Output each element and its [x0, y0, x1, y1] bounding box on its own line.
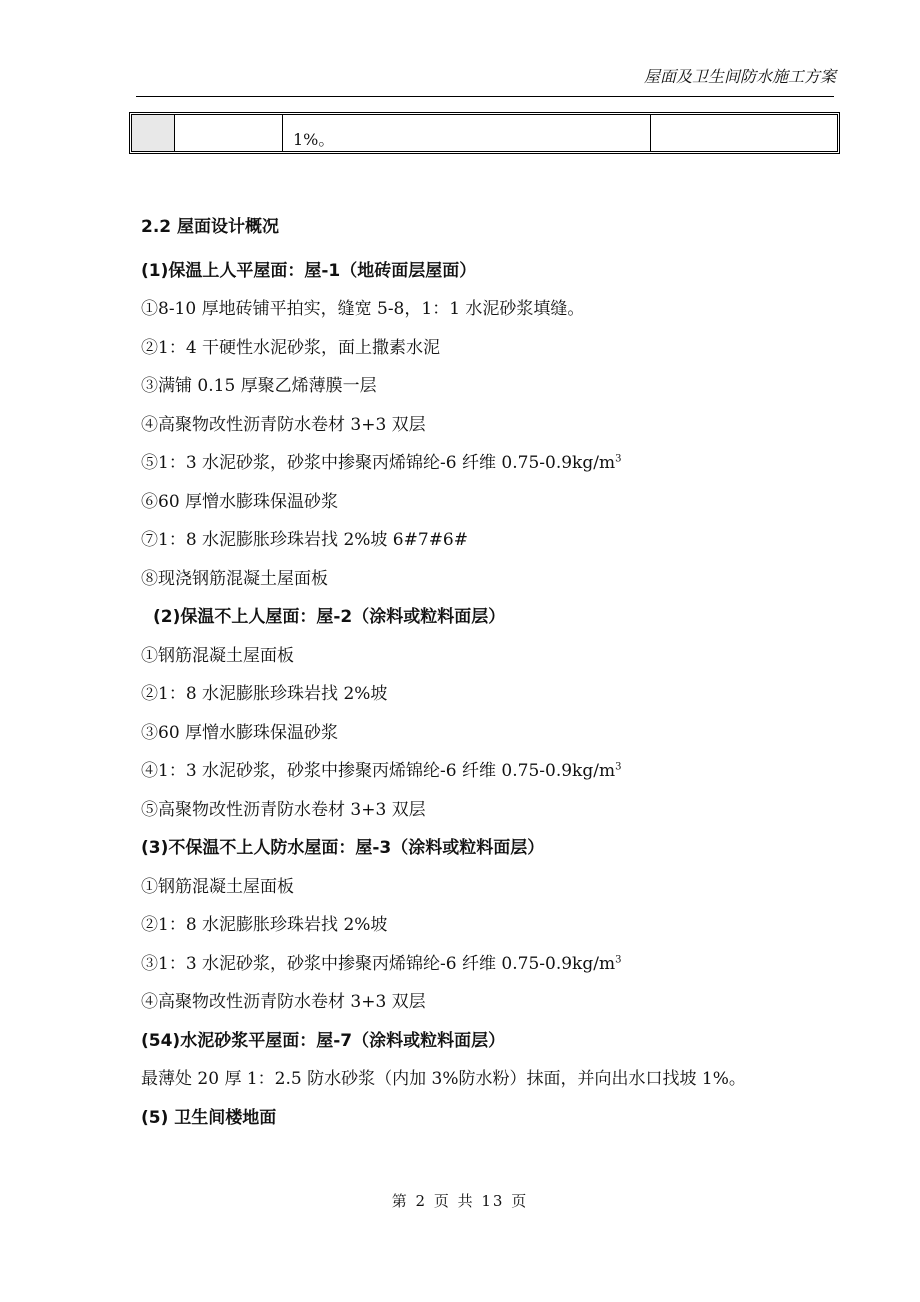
table-cell-3: 1%。: [282, 115, 650, 151]
roof2-item: ③60 厚憎水膨珠保温砂浆: [141, 722, 339, 743]
roof1-item: ②1：4 干硬性水泥砂浆，面上撒素水泥: [141, 337, 441, 358]
bathroom-title: (5) 卫生间楼地面: [141, 1107, 277, 1128]
roof2-item: ②1：8 水泥膨胀珍珠岩找 2%坡: [141, 684, 388, 704]
page-header-title: 屋面及卫生间防水施工方案: [643, 67, 836, 86]
page-footer: 第 2 页 共 13 页: [391, 1192, 529, 1210]
roof1-item: ⑧现浇钢筋混凝土屋面板: [141, 568, 328, 589]
roof1-item: ⑦1：8 水泥膨胀珍珠岩找 2%坡 6#7#6#: [141, 530, 468, 550]
table-cell-2: [174, 115, 282, 151]
roof1-item: ④高聚物改性沥青防水卷材 3+3 双层: [141, 414, 426, 435]
roof2-title: (2)保温不上人屋面：屋-2（涂料或粒料面层）: [153, 607, 506, 627]
table-cell-4: [650, 115, 837, 151]
roof1-item: ①8-10 厚地砖铺平拍实，缝宽 5-8，1：1 水泥砂浆填缝。: [141, 299, 585, 319]
section-title: 2.2 屋面设计概况: [141, 217, 280, 237]
roof3-item: ①钢筋混凝土屋面板: [141, 876, 294, 897]
document-body: [141, 208, 833, 1137]
header-rule: [136, 96, 834, 97]
roof1-item-with-unit: [141, 444, 833, 483]
roof3-item-with-unit: [141, 945, 833, 984]
roof1-item: ③满铺 0.15 厚聚乙烯薄膜一层: [141, 376, 377, 396]
roof1-title: (1)保温上人平屋面：屋-1（地砖面层屋面）: [141, 260, 477, 281]
roof7-title: (54)水泥砂浆平屋面：屋-7（涂料或粒料面层）: [141, 1030, 506, 1051]
roof3-item-text: ③1：3 水泥砂浆，砂浆中掺聚丙烯锦纶-6 纤维 0.75-0.9kg/m: [141, 953, 616, 974]
roof3-item: ④高聚物改性沥青防水卷材 3+3 双层: [141, 992, 426, 1012]
roof2-item: ⑤高聚物改性沥青防水卷材 3+3 双层: [141, 799, 426, 820]
roof7-paragraph: 最薄处 20 厚 1：2.5 防水砂浆（内加 3%防水粉）抹面，并向出水口找坡 1%。: [141, 1069, 746, 1089]
roof1-item: ⑥60 厚憎水膨珠保温砂浆: [141, 491, 339, 512]
roof2-item-with-unit: [141, 752, 833, 791]
roof3-item: ②1：8 水泥膨胀珍珠岩找 2%坡: [141, 915, 388, 935]
table-fragment: [129, 112, 840, 154]
roof3-title: (3)不保温不上人防水屋面：屋-3（涂料或粒料面层）: [141, 838, 545, 858]
roof2-item-text: ④1：3 水泥砂浆，砂浆中掺聚丙烯锦纶-6 纤维 0.75-0.9kg/m: [141, 761, 616, 781]
roof1-item-text: ⑤1：3 水泥砂浆，砂浆中掺聚丙烯锦纶-6 纤维 0.75-0.9kg/m: [141, 453, 616, 473]
cubic-superscript: 3: [615, 761, 622, 773]
cubic-superscript: 3: [615, 953, 622, 965]
cubic-superscript: 3: [615, 453, 622, 465]
table-cell-1: [132, 115, 174, 151]
roof2-item: ①钢筋混凝土屋面板: [141, 645, 294, 666]
